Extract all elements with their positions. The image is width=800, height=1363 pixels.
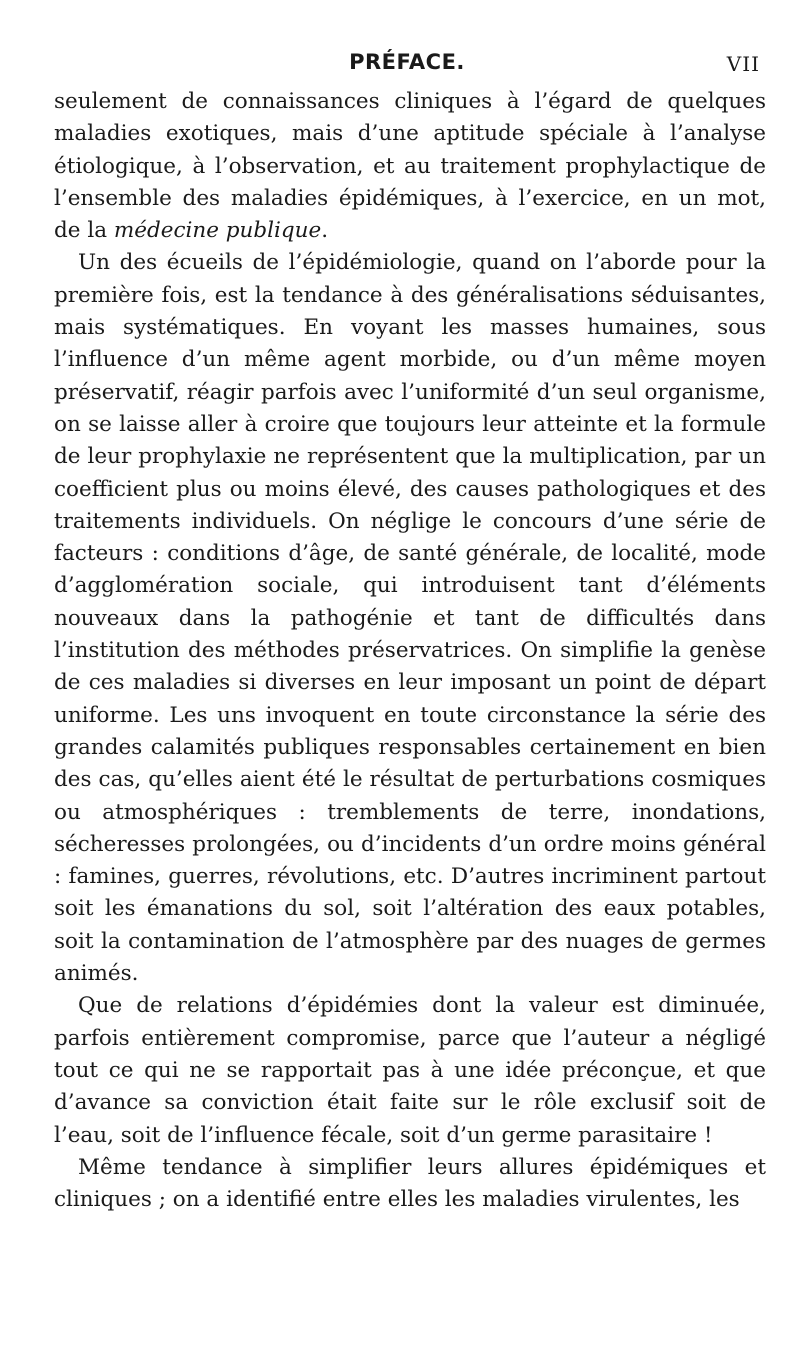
- running-head: [54, 50, 760, 80]
- paragraph-1: [54, 86, 766, 247]
- paragraph-1-end: .: [321, 218, 329, 244]
- paragraph-2: Un des écueils de l’épidémiologie, quand on l’aborde pour la première fois, est la tendance à des généralisations séduisantes, mais systématiques. En voyant les masses humaines, sous l’influence d’un même agent morbide, ou d’un même moyen préservatif, réagir parfois avec l’uniformité d’un seul organisme, on se laisse aller à croire que toujours leur atteinte et la formule de leur prophylaxie ne représentent que la multiplication, par un coefficient plus ou moins élevé, des causes pathologiques et des traitements individuels. On néglige le concours d’une série de facteurs : conditions d’âge, de santé générale, de localité, mode d’agglomération sociale, qui introduisent tant d’éléments nouveaux dans la pathogénie et tant de difficultés dans l’institution des méthodes préservatrices. On simplifie la genèse de ces maladies si diverses en leur imposant un point de départ uniforme. Les uns invoquent en toute circonstance la série des grandes calamités publiques responsables certainement en bien des cas, qu’elles aient été le résultat de perturbations cosmiques ou atmosphériques : tremblements de terre, inondations, sécheresses prolongées, ou d’incidents d’un ordre moins général : famines, guerres, révolutions, etc. D’autres incriminent partout soit les émanations du sol, soit l’altération des eaux potables, soit la contamination de l’atmosphère par des nuages de germes animés.: [54, 250, 766, 987]
- paragraph-4: Même tendance à simplifier leurs allures épidémiques et cliniques ; on a identifié entre elles les maladies virulentes, les: [54, 1154, 766, 1213]
- page-title: PRÉFACE.: [349, 50, 465, 74]
- paragraph-1-text: seulement de connaissances cliniques à l’égard de quelques maladies exotiques, mais d’une aptitude spéciale à l’analyse étiologique, à l’observation, et au traitement prophylactique de l’ensemble des maladies épidémiques, à l’exercice, en un mot, de la: [54, 89, 766, 244]
- paragraph-3: Que de relations d’épidémies dont la valeur est diminuée, parfois entièrement compromise, parce que l’auteur a négligé tout ce qui ne se rapportait pas à une idée préconçue, et que d’avance sa conviction était faite sur le rôle exclusif soit de l’eau, soit de l’influence fécale, soit d’un germe parasitaire !: [54, 993, 766, 1148]
- page-number: VII: [726, 52, 760, 76]
- emphasis-medecine-publique: médecine publique: [113, 218, 322, 244]
- body-text: [54, 86, 766, 1216]
